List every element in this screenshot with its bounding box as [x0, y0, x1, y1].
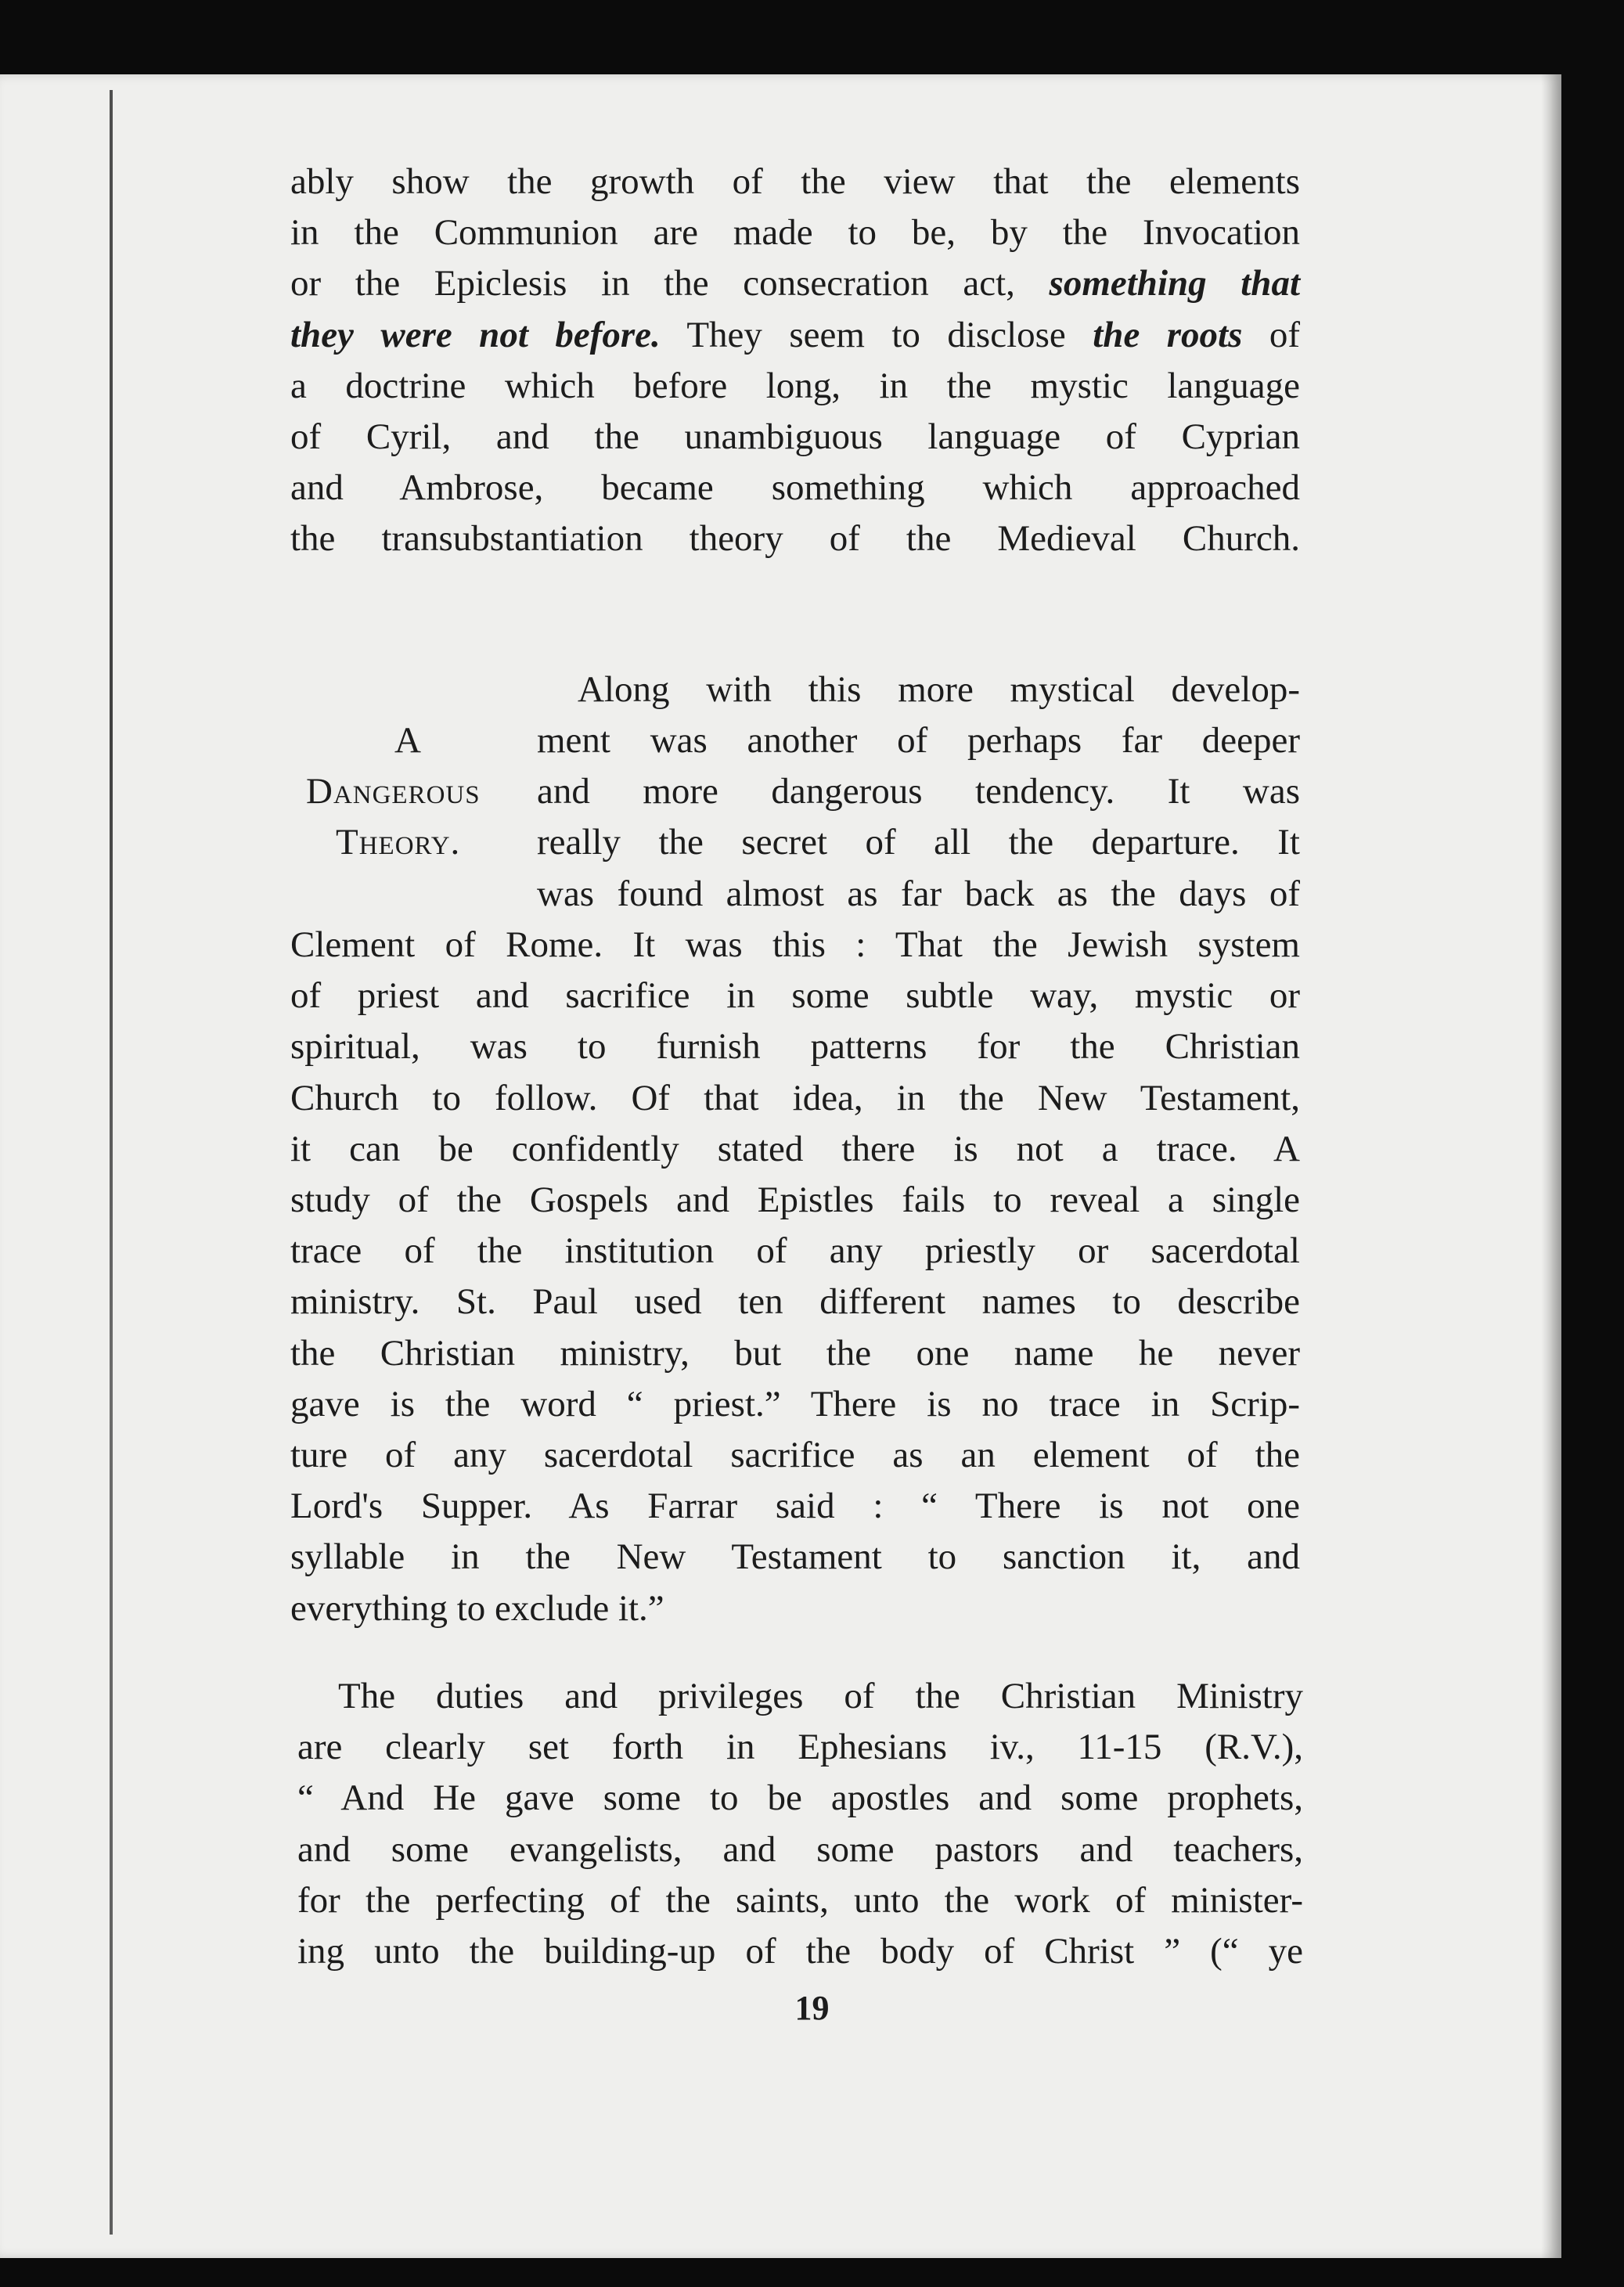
text-line [290, 310, 1300, 361]
side-heading-line: Theory. [336, 822, 461, 863]
text-line: syllable in the New Testament to sanction it, and [290, 1536, 1300, 1578]
text-line: gave is the word “ priest.” There is no trace in Scrip- [290, 1383, 1300, 1424]
text-line: the transubstantiation theory of the Medieval Church. [290, 518, 1300, 560]
text-line: a doctrine which before long, in the mystic language [290, 365, 1300, 406]
emphasis-text: the roots [1093, 314, 1243, 355]
side-heading-line: Dangerous [306, 771, 481, 812]
text-line: “ And He gave some to be apostles and some prophets, [297, 1777, 1303, 1819]
text-line: ably show the growth of the view that the elements [290, 161, 1300, 202]
paragraph-3 [297, 1671, 1303, 1977]
paragraph-1 [290, 157, 1300, 565]
text-line: it can be confidently stated there is not a trace. A [290, 1128, 1300, 1169]
text-line: really the secret of all the departure. It [537, 822, 1300, 863]
text-line: and more dangerous tendency. It was [537, 771, 1300, 812]
text-line: in the Communion are made to be, by the Invocation [290, 212, 1300, 254]
text-line: Lord's Supper. As Farrar said : “ There is not one [290, 1486, 1300, 1527]
text-line: of priest and sacrifice in some subtle way, mystic or [290, 975, 1300, 1017]
paragraph-2-narrow-first [578, 664, 1300, 715]
paragraph-2 [290, 920, 1300, 1634]
text-line: trace of the institution of any priestly or sacerdotal [290, 1230, 1300, 1272]
text-line: spiritual, was to furnish patterns for the Christian [290, 1026, 1300, 1068]
text-line: of Cyril, and the unambiguous language of Cyprian [290, 416, 1300, 458]
text-line: ministry. St. Paul used ten different names to describe [290, 1281, 1300, 1323]
text-line: for the perfecting of the saints, unto the work of minister- [297, 1879, 1303, 1921]
text-line: was found almost as far back as the days of [537, 873, 1300, 914]
text-line: and some evangelists, and some pastors and teachers, [297, 1828, 1303, 1870]
text-span: or the Epiclesis in the consecration act, [290, 263, 1050, 304]
text-line: ing unto the building-up of the body of Christ ” (“ ye [297, 1931, 1303, 1972]
text-line: ment was another of perhaps far deeper [537, 720, 1300, 761]
text-line: the Christian ministry, but the one name he never [290, 1332, 1300, 1374]
emphasis-text: they were not before. [290, 314, 661, 355]
text-line: ture of any sacerdotal sacrifice as an element of the [290, 1435, 1300, 1476]
text-line: everything to exclude it.” [290, 1587, 664, 1629]
page-edge-shadow [1541, 74, 1561, 2258]
page-binding-edge [110, 90, 113, 2235]
text-line: Church to follow. Of that idea, in the New Testament, [290, 1077, 1300, 1118]
side-heading [290, 715, 525, 869]
text-line [290, 258, 1300, 309]
text-line: Along with this more mystical develop- [578, 669, 1300, 710]
text-line: The duties and privileges of the Christian Ministry [338, 1676, 1303, 1716]
emphasis-text: something that [1049, 263, 1300, 304]
page-number: 19 [794, 1989, 830, 2027]
text-line: Clement of Rome. It was this : That the Jewish system [290, 924, 1300, 965]
text-line: and Ambrose, became something which approached [290, 467, 1300, 509]
text-span: They seem to disclose [660, 314, 1093, 355]
text-line: study of the Gospels and Epistles fails to reveal a single [290, 1180, 1300, 1221]
text-span: of [1242, 314, 1301, 355]
text-line: are clearly set forth in Ephesians iv., 11-15 (R.V.), [297, 1727, 1303, 1768]
side-heading-line: A [394, 720, 421, 761]
paragraph-2-narrow [537, 715, 1300, 920]
